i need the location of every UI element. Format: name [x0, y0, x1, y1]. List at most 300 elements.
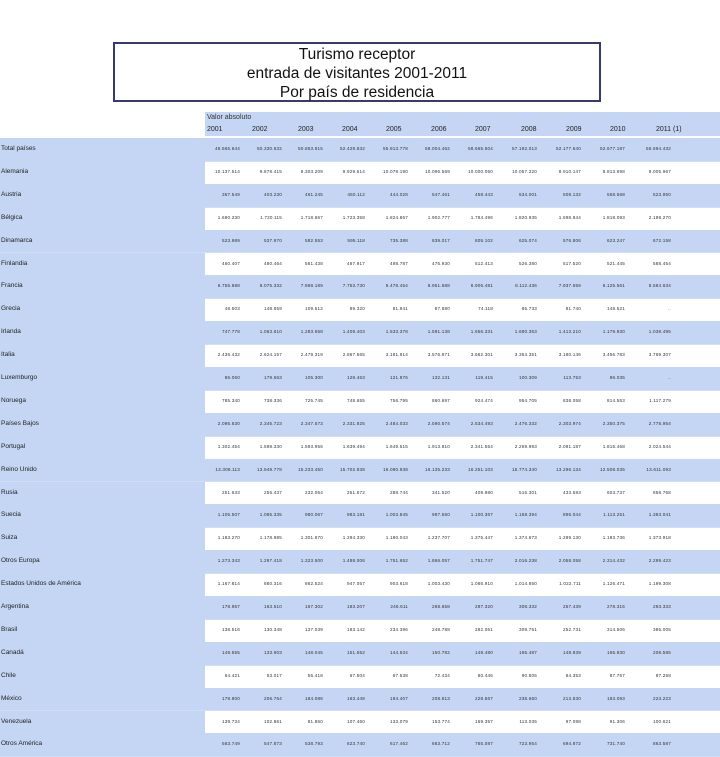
- row-label: Argentina: [0, 596, 205, 619]
- table-cell: 2.299.423: [648, 558, 671, 564]
- table-cell: 1.593.956: [300, 443, 323, 449]
- table-cell: 1.902.777: [427, 214, 450, 220]
- table-cell: 1.085.335: [259, 512, 282, 518]
- table-cell: 1.913.810: [427, 443, 450, 449]
- table-cell: 2.016.238: [514, 558, 537, 564]
- year-header: 2008: [521, 126, 537, 133]
- year-header: 2003: [298, 126, 314, 133]
- table-cell: 86.060: [224, 375, 240, 380]
- table-cell: 672.158: [652, 237, 671, 243]
- row-cells: [205, 504, 720, 527]
- table-cell: 1.383.041: [648, 512, 671, 518]
- table-row: [0, 275, 720, 299]
- row-label: Total países: [0, 138, 205, 161]
- table-cell: 133.079: [389, 718, 408, 724]
- table-cell: 9.303.209: [300, 168, 323, 174]
- table-cell: 58.665.504: [468, 146, 493, 151]
- table-cell: 947.057: [346, 581, 365, 587]
- table-cell: 1.373.918: [648, 535, 671, 541]
- table-cell: 1.003.430: [427, 581, 450, 587]
- table-cell: 109.512: [304, 306, 323, 312]
- row-cells: [205, 321, 720, 344]
- table-cell: 10.096.569: [425, 168, 450, 174]
- table-cell: 723.954: [518, 741, 537, 747]
- table-cell: 625.074: [518, 237, 537, 243]
- table-cell: 133.903: [263, 649, 282, 655]
- table-cell: 13.611.093: [646, 466, 671, 472]
- table-cell: 163.510: [263, 604, 282, 609]
- table-cell: 100.621: [652, 718, 671, 724]
- table-cell: 1.818.093: [602, 214, 625, 220]
- table-cell: 980.067: [304, 512, 323, 518]
- table-cell: 588.454: [652, 260, 671, 266]
- table-cell: 314.506: [606, 626, 625, 632]
- table-cell: 50.330.632: [257, 146, 282, 151]
- table-cell: 663.712: [431, 741, 450, 747]
- row-cells: [205, 459, 720, 482]
- table-cell: 183.093: [606, 695, 625, 701]
- row-label: Finlandia: [0, 253, 205, 276]
- table-cell: 403.230: [263, 191, 282, 197]
- row-label: Rusia: [0, 482, 205, 505]
- table-cell: 3.354.351: [514, 352, 537, 358]
- row-cells: [205, 711, 720, 734]
- table-row: [0, 344, 720, 368]
- table-cell: 623.247: [606, 237, 625, 243]
- table-row: [0, 138, 720, 162]
- year-header: 2001: [207, 126, 223, 133]
- row-label: Brasil: [0, 619, 205, 642]
- table-cell: 1.063.610: [259, 329, 282, 335]
- table-cell: 1.751.652: [385, 558, 408, 564]
- row-label: Otros América: [0, 733, 205, 756]
- table-cell: 1.533.378: [385, 329, 408, 335]
- table-row: [0, 390, 720, 414]
- table-cell: 130.348: [263, 626, 282, 632]
- table-cell: 55.418: [307, 672, 323, 678]
- table-cell: 537.970: [263, 237, 282, 243]
- table-cell: 194.407: [389, 695, 408, 701]
- table-cell: 81.740: [565, 306, 581, 312]
- row-cells: [205, 436, 720, 459]
- table-cell: 48.503: [224, 306, 240, 312]
- table-cell: 2.095.630: [217, 420, 240, 426]
- table-cell: 1.824.867: [385, 214, 408, 220]
- table-cell: 16.090.938: [383, 466, 408, 472]
- row-cells: [205, 367, 720, 390]
- table-row: [0, 459, 720, 483]
- table-cell: 165.830: [606, 649, 625, 655]
- table-cell: 516.301: [518, 489, 537, 495]
- table-cell: 1.301.670: [300, 535, 323, 541]
- table-cell: 9.878.415: [259, 168, 282, 174]
- table-cell: 480.464: [263, 260, 282, 266]
- row-label: Reino Unido: [0, 459, 205, 482]
- table-cell: 251.533: [221, 489, 240, 495]
- table-cell: 1.117.279: [649, 397, 671, 403]
- table-cell: 1.014.850: [514, 581, 537, 587]
- table-cell: 8.910.147: [558, 168, 581, 174]
- table-cell: 81.941: [392, 306, 408, 312]
- table-cell: 858.768: [652, 489, 671, 495]
- table-cell: 1.289.130: [558, 535, 581, 541]
- table-row: [0, 321, 720, 345]
- table-cell: 756.795: [389, 397, 408, 403]
- table-cell: 1.723.358: [342, 214, 365, 220]
- table-cell: 9.929.514: [342, 168, 365, 174]
- table-cell: 896.044: [562, 512, 581, 518]
- table-cell: 13.949.778: [257, 466, 282, 472]
- row-cells: [205, 688, 720, 711]
- table-cell: 1.126.471: [602, 581, 625, 587]
- table-cell: 58.004.462: [425, 146, 450, 151]
- table-cell: 53.017: [266, 672, 282, 678]
- table-cell: 433.593: [562, 489, 581, 495]
- table-cell: 9.005.967: [648, 168, 671, 174]
- table-cell: 1.022.711: [559, 581, 581, 587]
- table-row: [0, 482, 720, 506]
- table-cell: 2.314.432: [602, 558, 625, 564]
- table-cell: 444.028: [389, 191, 408, 197]
- table-cell: 385.005: [652, 626, 671, 632]
- row-label: Luxemburgo: [0, 367, 205, 390]
- table-cell: 3.769.307: [648, 352, 671, 358]
- table-cell: 2.198.270: [648, 214, 671, 220]
- table-cell: 228.567: [474, 695, 493, 701]
- table-cell: 169.357: [474, 718, 493, 724]
- table-cell: 293.333: [652, 604, 671, 609]
- row-cells: [205, 573, 720, 596]
- table-cell: ..: [668, 306, 671, 312]
- year-header: 2009: [566, 126, 582, 133]
- table-row: [0, 527, 720, 551]
- table-cell: 2.624.157: [259, 352, 282, 358]
- table-row: [0, 207, 720, 231]
- table-cell: 278.315: [606, 604, 625, 609]
- row-cells: [205, 642, 720, 665]
- table-cell: 3.180.146: [558, 352, 581, 358]
- row-label: Dinamarca: [0, 230, 205, 253]
- table-cell: 747.778: [221, 329, 240, 335]
- row-label: México: [0, 688, 205, 711]
- table-cell: 805.102: [474, 237, 493, 243]
- row-cells: [205, 482, 720, 505]
- table-row: [0, 619, 720, 643]
- table-cell: 16.135.233: [425, 466, 450, 472]
- table-cell: 57.192.013: [512, 146, 537, 151]
- table-cell: 206.764: [263, 695, 282, 701]
- row-cells: [205, 733, 720, 756]
- table-cell: 498.787: [389, 260, 408, 266]
- row-label: Canadá: [0, 642, 205, 665]
- table-cell: 121.876: [389, 375, 408, 380]
- table-cell: 738.336: [263, 397, 282, 403]
- table-cell: 1.698.844: [558, 214, 581, 220]
- row-cells: [205, 665, 720, 688]
- table-cell: 1.690.230: [217, 214, 240, 220]
- row-cells: [205, 138, 720, 161]
- table-cell: 1.375.447: [470, 535, 493, 541]
- table-cell: ..: [668, 375, 671, 380]
- table-cell: 523.950: [652, 191, 671, 197]
- table-row: [0, 230, 720, 254]
- row-cells: [205, 390, 720, 413]
- table-cell: 1.158.394: [514, 512, 537, 518]
- table-cell: 153.774: [431, 718, 450, 724]
- title-line-3: Por país de residencia: [279, 84, 435, 101]
- table-cell: 3.456.783: [602, 352, 625, 358]
- table-row: [0, 550, 720, 574]
- table-cell: 1.751.747: [470, 558, 493, 564]
- table-cell: 526.380: [518, 260, 537, 266]
- table-cell: 15.774.340: [512, 466, 537, 472]
- table-cell: 458.443: [474, 191, 493, 197]
- table-cell: 509.132: [562, 191, 581, 197]
- table-cell: 48.565.644: [215, 146, 240, 151]
- table-cell: 1.113.251: [603, 512, 625, 518]
- table-row: [0, 596, 720, 620]
- table-row: [0, 504, 720, 528]
- table-cell: 523.989: [221, 237, 240, 243]
- table-cell: 52.677.187: [600, 146, 625, 151]
- table-cell: 731.740: [606, 741, 625, 747]
- table-cell: 563.749: [221, 741, 240, 747]
- table-cell: 1.784.496: [470, 214, 493, 220]
- table-cell: 1.105.507: [217, 512, 240, 518]
- table-cell: 461.245: [304, 191, 323, 197]
- table-cell: 16.251.103: [468, 466, 493, 472]
- table-cell: 282.061: [474, 626, 493, 632]
- table-cell: 1.718.667: [300, 214, 323, 220]
- table-cell: 1.413.210: [558, 329, 581, 335]
- table-cell: 72.434: [434, 672, 450, 678]
- table-cell: 7.968.189: [300, 283, 323, 289]
- table-cell: 1.003.845: [385, 512, 408, 518]
- row-cells: [205, 550, 720, 573]
- table-cell: 1.598.330: [259, 443, 282, 449]
- table-row: [0, 253, 720, 277]
- table-cell: 1.179.930: [602, 329, 625, 335]
- table-cell: 814.553: [606, 397, 625, 403]
- table-cell: 8.813.698: [602, 168, 625, 174]
- year-header: 2002: [252, 126, 268, 133]
- table-cell: 2.303.974: [558, 420, 581, 426]
- table-cell: 67.504: [349, 672, 365, 678]
- table-cell: 2.350.375: [602, 420, 625, 426]
- table-cell: 149.555: [221, 649, 240, 655]
- table-cell: 10.078.190: [383, 168, 408, 174]
- table-cell: 547.873: [263, 741, 282, 747]
- table-cell: 785.340: [221, 397, 240, 403]
- table-cell: 2.590.574: [427, 420, 450, 426]
- table-cell: 475.930: [431, 260, 450, 266]
- table-cell: 987.550: [431, 512, 450, 518]
- table-row: [0, 413, 720, 437]
- table-cell: 735.388: [389, 237, 408, 243]
- table-cell: 163.448: [346, 695, 365, 701]
- table-cell: 10.000.050: [468, 168, 493, 174]
- table-cell: 113.753: [563, 375, 581, 380]
- row-label: Suiza: [0, 527, 205, 550]
- table-cell: 184.086: [304, 695, 323, 701]
- table-cell: 183.207: [346, 604, 365, 609]
- table-cell: 139.734: [221, 718, 240, 724]
- table-cell: 8.906.481: [470, 283, 493, 289]
- table-cell: 257.439: [562, 604, 581, 609]
- table-cell: 128.463: [346, 375, 365, 380]
- table-cell: 1.038.495: [648, 329, 671, 335]
- table-cell: 725.745: [304, 397, 323, 403]
- table-cell: 8.112.436: [515, 283, 537, 289]
- table-cell: 287.320: [474, 604, 493, 609]
- table-cell: 1.866.057: [427, 558, 450, 564]
- table-row: [0, 642, 720, 666]
- year-header: 2004: [342, 126, 358, 133]
- table-cell: 521.445: [606, 260, 625, 266]
- table-cell: 55.913.778: [383, 146, 408, 151]
- row-label: Estados Unidos de América: [0, 573, 205, 596]
- table-cell: 2.484.033: [385, 420, 408, 426]
- table-cell: 3.662.301: [470, 352, 493, 358]
- row-cells: [205, 298, 720, 321]
- table-cell: 341.520: [431, 489, 450, 495]
- table-cell: 84.353: [565, 672, 581, 678]
- table-row: [0, 184, 720, 208]
- table-cell: 512.413: [474, 260, 493, 266]
- row-label: Noruega: [0, 390, 205, 413]
- table-cell: 113.035: [519, 718, 537, 724]
- table-cell: 165.487: [518, 649, 537, 655]
- row-label: Italia: [0, 344, 205, 367]
- table-cell: 694.872: [562, 741, 581, 747]
- table-cell: 3.181.814: [385, 352, 408, 358]
- table-cell: 248.788: [431, 626, 450, 632]
- table-cell: 89.320: [349, 306, 365, 312]
- row-cells: [205, 230, 720, 253]
- table-cell: 149.480: [474, 649, 493, 655]
- table-cell: 178.957: [221, 604, 240, 609]
- table-cell: 1.183.270: [217, 535, 240, 541]
- table-cell: 52.429.832: [340, 146, 365, 151]
- table-cell: 213.830: [562, 695, 581, 701]
- table-cell: 880.316: [263, 581, 282, 587]
- table-cell: 2.476.332: [514, 420, 537, 426]
- table-cell: 97.088: [565, 718, 581, 724]
- row-cells: [205, 207, 720, 230]
- table-cell: 248.611: [390, 604, 408, 609]
- table-row: [0, 367, 720, 391]
- table-cell: 367.549: [221, 191, 240, 197]
- row-cells: [205, 344, 720, 367]
- table-cell: 765.087: [474, 741, 493, 747]
- table-cell: 13.296.134: [556, 466, 581, 472]
- table-cell: 268.658: [431, 604, 450, 609]
- table-cell: 238.660: [518, 695, 537, 701]
- table-cell: 102.861: [263, 718, 282, 724]
- table-cell: 144.534: [389, 649, 408, 655]
- table-cell: 2.435.432: [217, 352, 240, 358]
- table-cell: 10.137.514: [215, 168, 240, 174]
- table-cell: 1.649.515: [385, 443, 408, 449]
- table-cell: 1.591.138: [427, 329, 450, 335]
- table-cell: 903.618: [389, 581, 408, 587]
- table-cell: 1.167.814: [217, 581, 240, 587]
- table-row: [0, 436, 720, 460]
- table-cell: 309.751: [518, 626, 537, 632]
- table-row: [0, 298, 720, 322]
- table-row: [0, 161, 720, 185]
- table-cell: 13.308.113: [215, 466, 240, 472]
- table-cell: 100.309: [518, 375, 537, 380]
- table-cell: 1.323.500: [300, 558, 323, 564]
- table-cell: 1.183.736: [602, 535, 625, 541]
- table-cell: 2.534.493: [470, 420, 493, 426]
- table-cell: 81.860: [307, 718, 323, 724]
- table-cell: 105.300: [304, 375, 323, 380]
- year-header-row: [0, 126, 720, 136]
- table-cell: 56.694.432: [646, 146, 671, 151]
- table-cell: 2.341.554: [470, 443, 493, 449]
- table-cell: 1.656.331: [470, 329, 493, 335]
- table-row: [0, 711, 720, 735]
- table-cell: 576.806: [562, 237, 581, 243]
- row-cells: [205, 161, 720, 184]
- table-cell: 10.057.220: [512, 168, 537, 174]
- table-cell: 15.702.838: [340, 466, 365, 472]
- table-cell: 2.058.058: [558, 558, 581, 564]
- table-row: [0, 573, 720, 597]
- table-cell: 234.396: [389, 626, 408, 632]
- table-row: [0, 688, 720, 712]
- row-label: Irlanda: [0, 321, 205, 344]
- table-cell: 1.294.330: [342, 535, 365, 541]
- row-label: Francia: [0, 275, 205, 298]
- table-cell: 90.505: [521, 672, 537, 678]
- table-cell: 86.035: [609, 375, 625, 380]
- table-cell: 148.045: [304, 649, 323, 655]
- table-cell: 1.820.935: [514, 214, 537, 220]
- row-label: Portugal: [0, 436, 205, 459]
- year-header: 2010: [610, 126, 626, 133]
- table-cell: 251.672: [346, 489, 365, 495]
- table-cell: 838.058: [562, 397, 581, 403]
- table-cell: 74.118: [478, 306, 493, 312]
- table-cell: 151.552: [346, 649, 365, 655]
- table-cell: 148.659: [263, 306, 282, 312]
- table-cell: 534.001: [518, 191, 537, 197]
- table-cell: 85.733: [521, 306, 537, 312]
- year-header: 2005: [386, 126, 402, 133]
- table-cell: 119.415: [475, 375, 493, 380]
- table-cell: 64.421: [224, 672, 240, 678]
- table-cell: 983.181: [346, 512, 365, 518]
- row-cells: [205, 596, 720, 619]
- table-cell: 8.584.634: [648, 283, 671, 289]
- table-cell: 183.142: [346, 626, 365, 632]
- title-line-2: entrada de visitantes 2001-2011: [246, 65, 468, 82]
- table-cell: 924.474: [474, 397, 493, 403]
- table-cell: 1.409.403: [342, 329, 365, 335]
- table-cell: 467.917: [346, 260, 365, 266]
- table-cell: 2.331.825: [342, 420, 365, 426]
- table-cell: 582.553: [304, 237, 323, 243]
- table-cell: 80.446: [477, 672, 493, 678]
- table-cell: 1.100.367: [470, 512, 493, 518]
- table-cell: 1.680.353: [514, 329, 537, 335]
- table-cell: 1.180.043: [385, 535, 408, 541]
- table-cell: 67.538: [392, 672, 408, 678]
- table-cell: 308.332: [518, 604, 537, 609]
